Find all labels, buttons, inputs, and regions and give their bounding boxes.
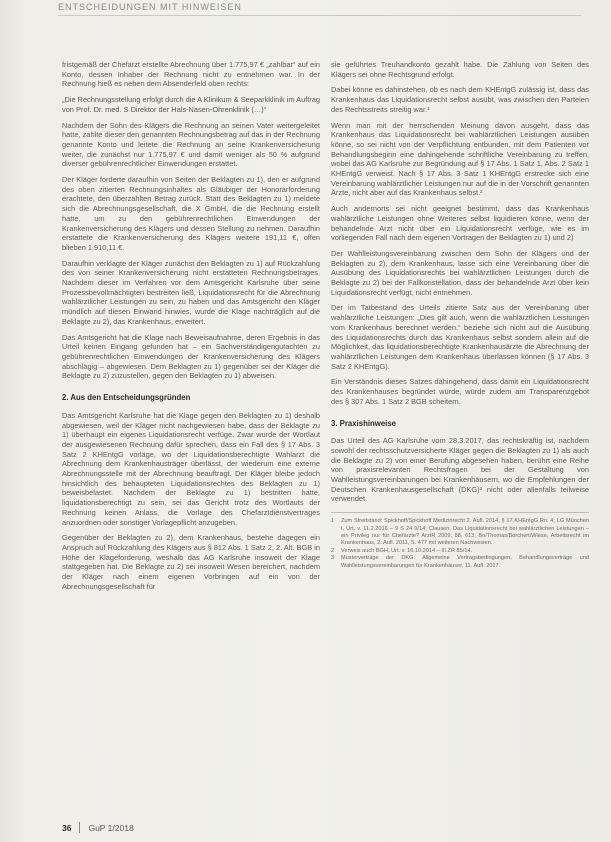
page-footer — [62, 822, 134, 833]
page-header: ENTSCHEIDUNGEN MIT HINWEISEN — [58, 2, 581, 16]
footnote-text: Musterverträge der DKG: Allgemeine Vertragsbedingungen, Behandlungsverträge und Wahlleistungsvereinbarungen für Krankenhäuser, 11. Aufl. 2017. — [341, 555, 589, 569]
footnote-number: 1 — [331, 518, 335, 525]
footnote-text: Verweis auch BGH, Urt. v. 16.10.2014 – III ZR 85/14. — [341, 547, 473, 554]
footnote — [331, 518, 589, 548]
paragraph: Dabei könne es dahinstehen, ob es nach dem KHEntgG zulässig ist, dass das Krankenhaus das Liquidationsrecht selbst ausübt, was zwischen den Parteien des Rechtsstreits streitig war.¹ — [331, 85, 589, 114]
paragraph: sie geführtes Treuhandkonto gezahlt habe. Die Zahlung von Seiten des Klägers sei ohne Rechtsgrund erfolgt. — [331, 60, 589, 79]
section-heading: 3. Praxishinweise — [331, 418, 397, 428]
left-column — [62, 60, 320, 597]
paragraph: Wenn man mit der herrschenden Meinung davon ausgeht, dass das Krankenhaus das Liquidationsrecht bei wahlärztlichen Leistungen ausüben könne, so sei nicht von der Verpflichtung entbunden, mit dem Patienten vor Behandlungsbeginn eine dahingehende schriftliche Vereinbarung zu treffen, wobei das AG Karlsruhe zur Begründung auf § 17 Abs. 1 Satz 1, Abs. 2 Satz 1 KHEntgG verweist. Nach § 17 Abs. 3 Satz 1 KHEntgG erstrecke sich eine Vereinbarung wahlärztlicher Leistungen nur auf die in der Vorschrift genannten Ärzte, nicht aber auf das Krankenhaus selbst.² — [331, 120, 589, 198]
page-number: 36 — [62, 822, 72, 833]
journal-issue: GuP 1/2018 — [88, 822, 134, 833]
paragraph: Auch andernorts sei nicht geeignet bestimmt, dass das Krankenhaus wahlärztliche Leistungen ohne Weiteres selbst liquidieren könne, wenn der behandelnde Arzt nicht über ein Liquidationsrecht verfüge, wie es im vorliegenden Fall nach dem eigenen Vortragen der Beklagten zu 1) und 2) — [331, 204, 589, 243]
footnotes — [331, 512, 589, 570]
paragraph: Das Amtsgericht hat die Klage nach Beweisaufnahme, deren Ergebnis in das Urteil keinen Eingang gefunden hat – ein Sachverständigengutachten zu gebührenrechtlichen Einwendungen der Krankenversicherung des Klägers abschlägig – abgewiesen. Dem Beklagten zu 1) gegenüber sei der Kläger die Beklagte zu 2) zuzustellen, gegen den Beklagten zu 1) abweisen. — [62, 332, 320, 381]
paragraph: Der Wahlleistungsvereinbarung zwischen dem Sohn der Klägers und der Beklagten zu 2), dem Krankenhaus, lasse sich eine Vereinbarung über die Ausübung des Liquidationsrechts bei wahlärztlichen Leistungen durch die Beklagte zu 2) bei der Fallkonstellation, dass der behandelnde Arzt über kein Liquidationsrecht verfügt, nicht entnehmen. — [331, 248, 589, 297]
paragraph: Daraufhin verklagte der Kläger zunächst den Beklagten zu 1) auf Rückzahlung des von seiner Krankenversicherung nicht erstatteten Rechnungsbetrages. Nachdem dieser im Verfahren vor dem Amtsgericht Karlsruhe über seine Prozessbevollmächtigten bestreiten ließ, Liquidationsrecht für die Abrechnung wahlärztlicher Leistungen zu sein, zu haben und das Amtsgericht den Kläger mündlich auf diesen Einwand hinwies, wurde die Klage nachträglich auf die Beklagte zu 2), das Krankenhaus, erweitert. — [62, 258, 320, 326]
paragraph: Das Amtsgericht Karlsruhe hat die Klage gegen den Beklagten zu 1) deshalb abgewiesen, weil der Kläger nicht nachgewiesen habe, dass der Beklagte zu 1) überhaupt ein eigenes Liquidationsrecht verfüge. Zwar wurde der Wortlaut der ausgewiesenen Rechnung dafür sprechen, dass ein Fall des § 17 Abs. 3 Satz 2 KHEntgG vorläge, wo der Liquidationsberechtigte Wahlarzt die Abrechnung dem Krankenhausträger überlässt, der wiederum eine externe Abrechnungsstelle mit der Abrechnung beauftragt. Der Kläger bleibe jedoch hinsichtlich des behaupteten Liquidationsrechtes des Beklagten zu 1) beweisbelastet. Nachdem der Beklagte zu 1) bestritten hatte, liquidationsberechtigt zu sein, sei das Gericht trotz des Wortlauts der Rechnung keinen Anlass, die Vorlage des Chefarztdienstvertrages anzuordnen oder sonstiger Vorlagepflicht anzugeben. — [62, 410, 320, 527]
paragraph: Ein Verständnis dieses Satzes dahingehend, dass damit ein Liquidationsrecht des Krankenhauses begründet würde, würde zudem am Transparenzgebot des § 307 Abs. 1 Satz 2 BGB scheitern. — [331, 377, 589, 406]
section-heading: 2. Aus den Entscheidungsgründen — [62, 393, 191, 403]
paragraph: Gegenüber der Beklagten zu 2), dem Krankenhaus, bestehe dagegen ein Anspruch auf Rückzahlung des Klägers aus § 812 Abs. 1 Satz 2, 2. Alt. BGB in Höhe der Klageforderung, weshalb das AG Karlsruhe insoweit der Klage stattgegeben hat. Die Beklagte zu 2) sei insoweit Wesen bereichert, nachdem der Kläger nach einem eigenen Vorbringen auf ein von der Abrechnungsgesellschaft für — [62, 533, 320, 591]
footnote-number: 3 — [331, 555, 335, 562]
footnote — [331, 555, 589, 570]
quote-block: „Die Rechnungsstellung erfolgt durch die A Klinikum & Seeparkklinik im Auftrag von Prof. Dr. med. S Direktor der Hals-Nasen-Ohrenklinik (…)“ — [62, 95, 320, 114]
right-column — [331, 60, 589, 570]
footnote-text: Zum Streitstand: Spickhoff/Spickhoff Medizinrecht 2. Aufl. 2014, § 17 KHEntgG Rn. 4; LG München I, Urt. v. 11.2.2016 – 9 S 24 9/14; Clausen, Das Liquidationsrecht bei wahlärztlichen Leistungen – ein Privileg nur für Chefärzte? ArztR 2009, 88, 613; Bo/Thomas/Borchert/Wiese, Arbeitsrecht im Krankenhaus, 2. Aufl. 2011, S. 477 mit weiteren Nachweisen. — [341, 518, 589, 547]
paragraph: Nachdem der Sohn des Klägers die Rechnung an seinen Vater weitergeleitet hatte, zahlte dieser den genannten Rechnungsbetrag auf das in der Rechnung genannte Konto und leitete die Rechnung an seine Krankenversicherung weiter, die zunächst nur 1.775,97 € und damit weniger als 50 % aufgrund diverser gebührenrechtlicher Einwendungen erstattet. — [62, 120, 320, 169]
paragraph: fristgemäß der Chefarzt erstellte Abrechnung über 1.775,97 € „zahlbar“ auf ein Konto, dessen Inhaber der Rechnung nicht zu entnehmen war. In der Rechnung hieß es neben dem Absenderfeld oben rechts: — [62, 60, 320, 89]
footnote — [331, 548, 589, 555]
footer-divider — [79, 822, 80, 833]
paragraph: Der im Tatbestand des Urteils zitierte Satz aus der Vereinbarung über wahlärztliche Leistungen: „Dies gilt auch, wenn die wahlärztlichen Leistungen vom Krankenhaus berechnet werden.“ beziehe sich nicht auf die Ausübung des Liquidationsrechts durch das Krankenhaus selbst sondern allein auf die Möglichkeit, das liquidationsberechtigte Krankenhausärzte die Abrechnung der wahlärztlichen Leistungen dem Krankenhaus überlassen können (§ 17 Abs. 3 Satz 2 KHEntgG). — [331, 303, 589, 371]
paragraph: Das Urteil des AG Karlsruhe vom 28.3.2017, das rechtskräftig ist, nachdem sowohl der rechtsschutzversicherte Kläger gegen die Beklagten zu 1) als auch die Beklagte zu 2) von einer Berufung abgesehen haben, berührt eine Reihe von praxisrelevanten Rechtsfragen bei der Gestaltung von Wahlleistungsvereinbarungen bei Krankenhäusern, wo die Empfehlungen der Deutschen Krankenhausgesellschaft (DKG)³ nicht oder allenfalls teilweise verwendet. — [331, 436, 589, 504]
footnote-number: 2 — [331, 547, 335, 554]
paragraph: Der Kläger forderte daraufhin von Seiten der Beklagten zu 1), den er aufgrund des oben zitierten Rechnungsinhaltes als Gläubiger der Honorarforderung erachtete, den überzahlten Betrag zurück. Statt des Beklagten zu 1) meldete sich die Abrechnungsgesellschaft, die X GmbH, die die Rechnung erstellt hatte, um zu den gebührenrechtlichen Einwendungen der Krankenversicherung des Klägers und dessen Stellung zu nehmen. Daraufhin erstattete die Krankenversicherung des Klägers weitere 191,11 €, offen blieben 1.910,11 €. — [62, 175, 320, 252]
